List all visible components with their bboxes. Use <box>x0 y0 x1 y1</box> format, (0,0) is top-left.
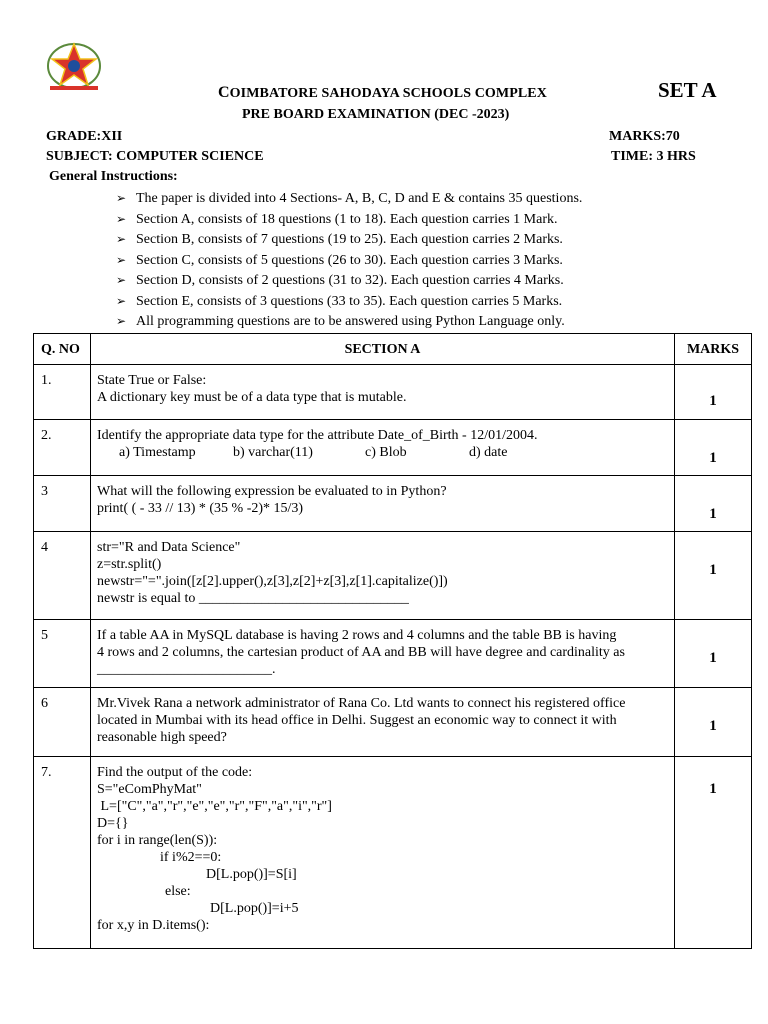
question-line: A dictionary key must be of a data type that is mutable. <box>97 390 407 405</box>
question-number: 3 <box>34 476 91 532</box>
grade-label: GRADE:XII <box>46 129 123 144</box>
question-line: S="eComPhyMat" <box>97 782 202 797</box>
table-row <box>34 365 752 420</box>
instruction-item: ➢ The paper is divided into 4 Sections- A, B, C, D and E & contains 35 questions. <box>116 188 582 209</box>
question-line: reasonable high speed? <box>97 730 227 745</box>
section-header: SECTION A <box>91 334 675 365</box>
question-options <box>97 444 668 461</box>
arrow-bullet-icon: ➢ <box>116 232 127 246</box>
question-number: 7. <box>34 757 91 949</box>
time-label: TIME: 3 HRS <box>611 149 696 164</box>
table-row <box>34 420 752 476</box>
arrow-bullet-icon: ➢ <box>116 191 127 205</box>
arrow-bullet-icon: ➢ <box>116 273 127 287</box>
option-a: a) Timestamp <box>119 445 196 460</box>
question-line: for i in range(len(S)): <box>97 833 218 848</box>
marks-label: MARKS:70 <box>609 129 680 144</box>
question-line: _________________________. <box>97 662 276 677</box>
question-line: newstr="=".join([z[2].upper(),z[3],z[2]+z[3],z[1].capitalize()]) <box>97 574 448 589</box>
table-row <box>34 757 752 949</box>
question-line: What will the following expression be evaluated to in Python? <box>97 484 447 499</box>
instructions-title: General Instructions: <box>49 169 178 184</box>
question-number: 5 <box>34 620 91 688</box>
question-marks: 1 <box>675 365 752 420</box>
table-row <box>34 476 752 532</box>
subject-label: SUBJECT: COMPUTER SCIENCE <box>46 149 264 164</box>
instruction-item: ➢ Section E, consists of 3 questions (33 to 35). Each question carries 5 Marks. <box>116 291 582 312</box>
table-row <box>34 620 752 688</box>
question-line: located in Mumbai with its head office in Delhi. Suggest an economic way to connect it with <box>97 713 617 728</box>
question-marks: 1 <box>675 532 752 620</box>
arrow-bullet-icon: ➢ <box>116 293 127 308</box>
arrow-bullet-icon: ➢ <box>116 252 127 267</box>
question-line: z=str.split() <box>97 557 162 572</box>
instruction-item: ➢ Section C, consists of 5 questions (26 to 30). Each question carries 3 Marks. <box>116 250 582 271</box>
question-line: print( ( - 33 // 13) * (35 % -2)* 15/3) <box>97 501 304 516</box>
question-line: D={} <box>97 816 129 831</box>
question-line: if i%2==0: <box>160 850 222 865</box>
option-c: c) Blob <box>365 445 407 460</box>
school-logo <box>44 42 104 92</box>
question-text <box>91 420 675 476</box>
question-text <box>91 476 675 532</box>
question-text <box>91 532 675 620</box>
question-line: Find the output of the code: <box>97 765 253 780</box>
question-number: 6 <box>34 688 91 757</box>
instructions-list <box>116 188 582 332</box>
question-marks: 1 <box>675 476 752 532</box>
question-number: 1. <box>34 365 91 420</box>
instruction-item: ➢ Section A, consists of 18 questions (1 to 18). Each question carries 1 Mark. <box>116 209 582 230</box>
table-header-row <box>34 334 752 365</box>
instruction-item: ➢ Section B, consists of 7 questions (19 to 25). Each question carries 2 Marks. <box>116 229 582 250</box>
school-name: COIMBATORE SAHODAYA SCHOOLS COMPLEX <box>218 84 547 101</box>
marks-header: MARKS <box>675 334 752 365</box>
question-number: 4 <box>34 532 91 620</box>
question-line: D[L.pop()]=i+5 <box>210 901 299 916</box>
question-marks: 1 <box>675 688 752 757</box>
question-line: L=["C","a","r","e","e","r","F","a","i","r"] <box>97 799 332 814</box>
question-marks: 1 <box>675 420 752 476</box>
question-text <box>91 688 675 757</box>
exam-title: PRE BOARD EXAMINATION (DEC -2023) <box>242 107 510 122</box>
instruction-item: ➢ All programming questions are to be answered using Python Language only. <box>116 311 582 332</box>
question-line: State True or False: <box>97 373 207 388</box>
question-line: else: <box>165 884 191 899</box>
table-row <box>34 532 752 620</box>
question-line: newstr is equal to ______________________________ <box>97 591 409 606</box>
question-text <box>91 620 675 688</box>
question-line: for x,y in D.items(): <box>97 918 210 933</box>
qno-header: Q. NO <box>34 334 91 365</box>
question-line: Identify the appropriate data type for the attribute Date_of_Birth - 12/01/2004. <box>97 428 538 443</box>
question-marks: 1 <box>675 620 752 688</box>
question-number: 2. <box>34 420 91 476</box>
question-line: str="R and Data Science" <box>97 540 241 555</box>
option-b: b) varchar(11) <box>233 445 313 460</box>
table-row <box>34 688 752 757</box>
arrow-bullet-icon: ➢ <box>116 211 127 226</box>
instruction-item: ➢ Section D, consists of 2 questions (31 to 32). Each question carries 4 Marks. <box>116 270 582 291</box>
set-label: SET A <box>658 78 717 102</box>
arrow-bullet-icon: ➢ <box>116 314 127 328</box>
question-line: If a table AA in MySQL database is having 2 rows and 4 columns and the table BB is having <box>97 628 617 643</box>
question-line: D[L.pop()]=S[i] <box>206 867 297 882</box>
question-table <box>33 333 752 949</box>
question-line: Mr.Vivek Rana a network administrator of Rana Co. Ltd wants to connect his registered office <box>97 696 626 711</box>
question-text <box>91 365 675 420</box>
question-line: 4 rows and 2 columns, the cartesian product of AA and BB will have degree and cardinality as <box>97 645 625 660</box>
option-d: d) date <box>469 445 508 460</box>
question-marks: 1 <box>675 757 752 949</box>
question-text <box>91 757 675 949</box>
